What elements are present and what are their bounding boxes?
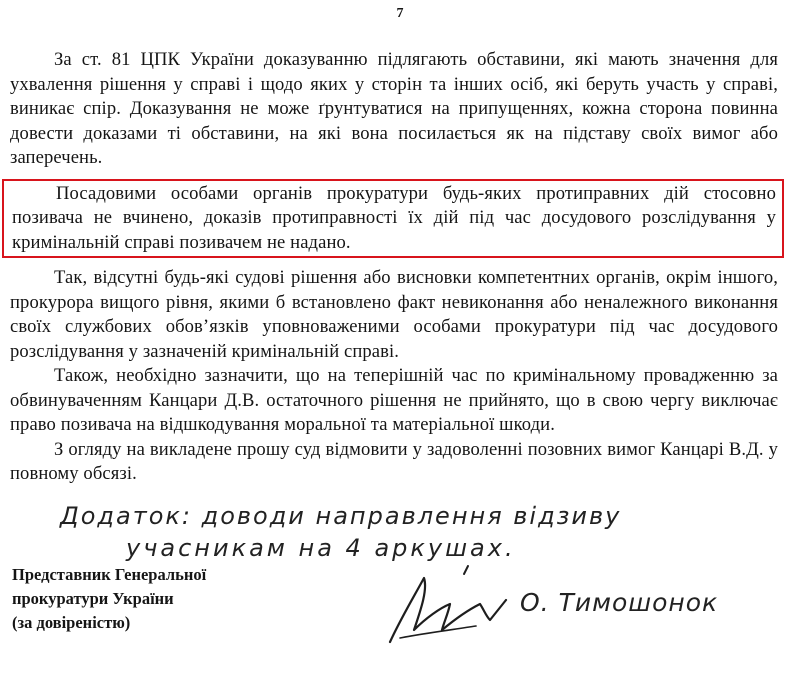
paragraph-evidence: За ст. 81 ЦПК України доказуванню підлягають обставини, які мають значення для ухвалення рішення у справі і щодо яких у сторін та інших осіб, які беруть участь у справі, виникає спір. Доказування не може ґрунтуватися на припущеннях, кожна сторона повинна довести доказами ті обставини, на які вона посилається як на підставу своїх вимог або заперечень.: [10, 49, 778, 168]
highlighted-paragraph: Посадовими особами органів прокуратури будь-яких протиправних дій стосовно позивача не вчинено, доказів протиправності їх дій під час досудового розслідування у кримінальній справі позивачем не надано.: [2, 179, 784, 259]
handwritten-attachment-note: [60, 500, 760, 564]
signature-title-line3: (за довіреністю): [12, 613, 131, 632]
paragraph-request: З огляду на викладене прошу суд відмовити у задоволенні позовних вимог Канцарі В.Д. у повному обсязі.: [10, 438, 778, 484]
paragraph-no-decisions: Так, відсутні будь-які судові рішення або висновки компетентних органів, окрім іншого, прокурора вищого рівня, якими б встановлено факт невиконання або неналежного виконання своїх службових обов’язків уповноваженими особами прокуратури під час досудового розслідування у зазначеній кримінальній справі.: [10, 267, 778, 362]
document-body: [10, 48, 778, 487]
handwritten-note-line1: Додаток: доводи направлення відзиву: [60, 502, 622, 530]
signature-icon: [380, 560, 520, 650]
handwritten-name: О. Тимошонок: [520, 588, 719, 617]
page-number: 7: [396, 6, 404, 21]
signature-title-line1: Представник Генеральної: [12, 565, 207, 584]
handwritten-note-line2: учасникам на 4 аркушах.: [126, 534, 516, 562]
signature-title-line2: прокуратури України: [12, 589, 174, 608]
paragraph-proceedings: Також, необхідно зазначити, що на теперішній час по кримінальному провадженню за обвинуваченням Канцари Д.В. остаточного рішення не прийнято, що в свою чергу виключає право позивача на відшкодування моральної та матеріальної шкоди.: [10, 365, 778, 435]
signature-block: [12, 563, 206, 635]
